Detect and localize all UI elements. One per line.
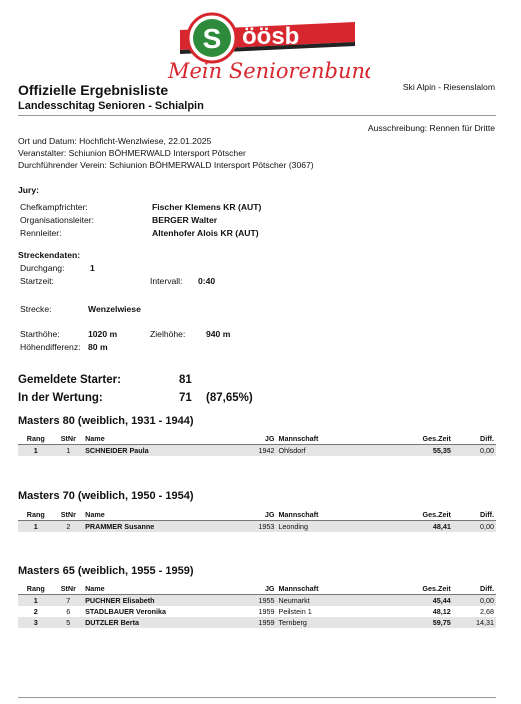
- category-title: Masters 65 (weiblich, 1955 - 1959): [18, 565, 194, 577]
- logo-brand: öösb: [242, 23, 300, 50]
- ranked-label: In der Wertung:: [18, 392, 103, 404]
- reported-starters-label: Gemeldete Starter:: [18, 374, 121, 386]
- cell-jg: 1942: [258, 446, 275, 455]
- jury-role-2: Organisationsleiter:: [20, 215, 95, 225]
- cell-time: 48,41: [432, 522, 451, 531]
- category-title: Masters 80 (weiblich, 1931 - 1944): [18, 415, 194, 427]
- cell-time: 55,35: [432, 446, 451, 455]
- col-stnr: StNr: [60, 433, 76, 443]
- col-rank: Rang: [26, 583, 45, 593]
- start-height-value: 1020 m: [88, 329, 118, 339]
- jury-heading: Jury:: [18, 185, 40, 195]
- col-team: Mannschaft: [278, 583, 319, 593]
- col-time: Ges.Zeit: [422, 433, 451, 443]
- cell-jg: 1959: [258, 618, 275, 627]
- table-row: [18, 595, 496, 607]
- track-value: Wenzelwiese: [88, 304, 141, 314]
- cell-stnr: 7: [66, 596, 71, 605]
- cell-diff: 2,68: [480, 607, 494, 616]
- col-name: Name: [85, 433, 105, 443]
- ranked-percent: (87,65%): [206, 392, 253, 404]
- executor: Durchführender Verein: Schiunion BÖHMERWALD Intersport Pötscher (3067): [18, 160, 314, 170]
- cell-stnr: 6: [66, 607, 71, 616]
- interval-value: 0:40: [198, 276, 216, 286]
- col-stnr: StNr: [60, 509, 76, 519]
- col-diff: Diff.: [480, 509, 494, 519]
- cell-diff: 0,00: [480, 596, 494, 605]
- cell-team: Leonding: [278, 522, 309, 531]
- cell-name: SCHNEIDER Paula: [85, 446, 149, 455]
- col-name: Name: [85, 583, 105, 593]
- logo-tagline: Mein Seniorenbund: [168, 59, 370, 83]
- course-heading: Streckendaten:: [18, 250, 81, 260]
- page-title: Offizielle Ergebnisliste: [18, 82, 169, 98]
- col-jg: JG: [264, 509, 275, 519]
- height-diff-label: Höhendifferenz:: [20, 342, 81, 352]
- cell-name: PUCHNER Elisabeth: [85, 596, 155, 605]
- run-label: Durchgang:: [20, 263, 65, 273]
- col-diff: Diff.: [480, 583, 494, 593]
- place-date: Ort und Datum: Hochficht-Wenzlwiese, 22.01.2025: [18, 136, 212, 146]
- interval-label: Intervall:: [150, 276, 183, 286]
- table-row: [18, 617, 496, 628]
- table-row: [18, 521, 496, 533]
- organizer: Veranstalter: Schiunion BÖHMERWALD Intersport Pötscher: [18, 148, 246, 158]
- cell-jg: 1959: [258, 607, 275, 616]
- cell-stnr: 1: [66, 446, 71, 455]
- reported-starters-value: 81: [179, 374, 192, 386]
- col-jg: JG: [264, 433, 275, 443]
- height-diff-value: 80 m: [88, 342, 108, 352]
- logo-graphic: [150, 8, 370, 86]
- table-row: [18, 445, 496, 457]
- jury-name-1: Fischer Klemens KR (AUT): [152, 202, 262, 212]
- col-rank: Rang: [26, 433, 45, 443]
- page-subtitle: Landesschitag Senioren - Schialpin: [18, 100, 204, 112]
- cell-rank: 1: [33, 522, 38, 531]
- cell-team: Ohlsdorf: [278, 446, 306, 455]
- col-jg: JG: [264, 583, 275, 593]
- cell-name: DUTZLER Berta: [85, 618, 139, 627]
- run-value: 1: [90, 263, 95, 273]
- table-header-row: [18, 582, 496, 595]
- cell-time: 59,75: [432, 618, 451, 627]
- tender-label: Ausschreibung: Rennen für Dritte: [367, 123, 495, 133]
- discipline-label: Ski Alpin - Riesenslalom: [402, 82, 495, 92]
- col-team: Mannschaft: [278, 433, 319, 443]
- jury-role-1: Chefkampfrichter:: [20, 202, 88, 212]
- ranked-value: 71: [179, 392, 192, 404]
- results-table: [18, 432, 496, 456]
- cell-name: STADLBAUER Veronika: [85, 607, 167, 616]
- col-diff: Diff.: [480, 433, 494, 443]
- col-rank: Rang: [26, 509, 45, 519]
- results-table: [18, 582, 496, 628]
- cell-time: 45,44: [432, 596, 451, 605]
- start-height-label: Starthöhe:: [20, 329, 60, 339]
- results-table: [18, 508, 496, 532]
- table-header-row: [18, 508, 496, 521]
- header-divider: [18, 115, 496, 116]
- col-time: Ges.Zeit: [422, 583, 451, 593]
- start-label: Startzeit:: [20, 276, 54, 286]
- cell-team: Neumarkt: [278, 596, 310, 605]
- finish-height-label: Zielhöhe:: [150, 329, 186, 339]
- cell-team: Ternberg: [278, 618, 307, 627]
- cell-diff: 0,00: [480, 522, 494, 531]
- category-title: Masters 70 (weiblich, 1950 - 1954): [18, 490, 194, 502]
- table-header-row: [18, 432, 496, 445]
- cell-rank: 3: [33, 618, 38, 627]
- col-time: Ges.Zeit: [422, 509, 451, 519]
- jury-name-2: BERGER Walter: [152, 215, 218, 225]
- cell-team: Peilstein 1: [278, 607, 312, 616]
- cell-jg: 1955: [258, 596, 275, 605]
- cell-time: 48,12: [432, 607, 451, 616]
- col-name: Name: [85, 509, 105, 519]
- col-team: Mannschaft: [278, 509, 319, 519]
- finish-height-value: 940 m: [206, 329, 231, 339]
- track-label: Strecke:: [20, 304, 52, 314]
- cell-name: PRAMMER Susanne: [85, 522, 155, 531]
- cell-rank: 1: [33, 446, 38, 455]
- col-stnr: StNr: [60, 583, 76, 593]
- jury-role-3: Rennleiter:: [20, 228, 62, 238]
- cell-rank: 1: [33, 596, 38, 605]
- table-row: [18, 606, 496, 617]
- cell-stnr: 2: [66, 522, 71, 531]
- cell-jg: 1953: [258, 522, 275, 531]
- cell-diff: 14,31: [476, 618, 494, 627]
- jury-name-3: Altenhofer Alois KR (AUT): [152, 228, 259, 238]
- svg-text:S: S: [202, 23, 222, 54]
- cell-stnr: 5: [66, 618, 71, 627]
- cell-diff: 0,00: [480, 446, 494, 455]
- cell-rank: 2: [33, 607, 38, 616]
- oesb-logo: [150, 8, 370, 86]
